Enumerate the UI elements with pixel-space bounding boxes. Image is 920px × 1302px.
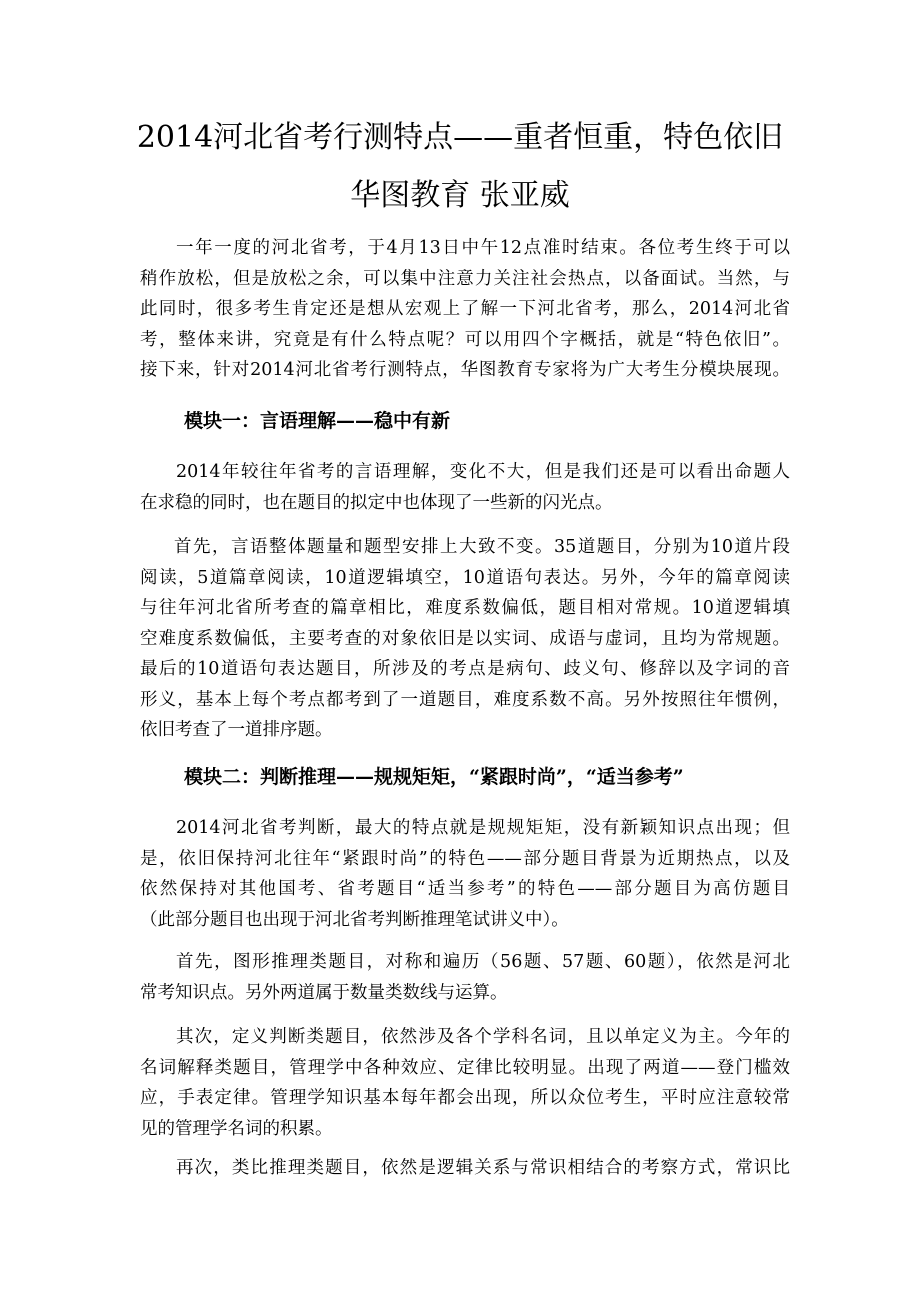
paragraph-line: 形义，基本上每个考点都考到了一道题目，难度系数不高。另外按照往年惯例， [140,689,790,710]
paragraph-line: 稍作放松，但是放松之余，可以集中注意力关注社会热点，以备面试。当然，与 [140,268,790,289]
paragraph-line: 依然保持对其他国考、省考题目“适当参考”的特色——部分题目为高仿题目 [140,879,790,899]
paragraph-line: 见的管理学名词的积累。 [140,1118,333,1139]
paragraph-line: 首先，言语整体题量和题型安排上大致不变。35道题目，分别为10道片段 [174,537,790,557]
paragraph-line: 2014年较往年省考的言语理解，变化不大，但是我们还是可以看出命题人 [176,462,790,482]
document-title: 2014河北省考行测特点——重者恒重，特色依旧 [136,120,784,155]
module2-paragraph-1 [140,813,790,935]
module2-paragraph-3 [140,1022,790,1144]
paragraph-line: 空难度系数偏低，主要考查的对象依旧是以实词、成语与虚词，且均为常规题。 [140,628,790,649]
module1-heading: 模块一：言语理解——稳中有新 [184,410,451,432]
paragraph-line: （此部分题目也出现于河北省考判断推理笔试讲义中）。 [140,909,569,930]
paragraph-line: 与往年河北省所考查的篇章相比，难度系数偏低，题目相对常规。10道逻辑填 [140,598,790,618]
module2-heading: 模块二：判断推理——规规矩矩，“紧跟时尚”，“适当参考” [184,766,684,788]
paragraph-line: 一年一度的河北省考，于4月13日中午12点准时结束。各位考生终于可以 [176,238,790,258]
document-author: 华图教育 张亚威 [350,178,570,213]
paragraph-line: 最后的10道语句表达题目，所涉及的考点是病句、歧义句、修辞以及字词的音 [140,659,790,679]
paragraph-line: 其次，定义判断类题目，依然涉及各个学科名词，且以单定义为主。今年的 [176,1027,790,1047]
paragraph-line: 依旧考查了一道排序题。 [140,720,333,740]
module2-paragraph-2 [140,947,790,1008]
paragraph-line: 常考知识点。另外两道属于数量类数线与运算。 [140,982,508,1003]
paragraph-line: 此同时，很多考生肯定还是想从宏观上了解一下河北省考，那么，2014河北省 [140,299,790,319]
paragraph-line: 应，手表定律。管理学知识基本每年都会出现，所以众位考生，平时应注意较常 [140,1088,790,1108]
paragraph-line: 在求稳的同时，也在题目的拟定中也体现了一些新的闪光点。 [140,492,613,513]
paragraph-line: 名词解释类题目，管理学中各种效应、定律比较明显。出现了两道——登门槛效 [140,1057,790,1078]
paragraph-line: 阅读，5道篇章阅读，10道逻辑填空，10道语句表达。另外，今年的篇章阅读 [140,567,790,588]
paragraph-line: 2014河北省考判断，最大的特点就是规规矩矩，没有新颖知识点出现；但 [176,818,790,838]
paragraph-line: 是，依旧保持河北往年“紧跟时尚”的特色——部分题目背景为近期热点，以及 [140,848,790,869]
module1-paragraph-2 [140,532,790,746]
module1-paragraph-1 [140,457,790,518]
module2-paragraph-4 [140,1153,790,1184]
paragraph-line: 接下来，针对2014河北省考行测特点，华图教育专家将为广大考生分模块展现。 [140,360,790,380]
paragraph-line: 考，整体来讲，究竟是有什么特点呢？可以用四个字概括，就是“特色依旧”。 [140,329,790,350]
intro-paragraph [140,233,790,386]
paragraph-line: 再次，类比推理类题目，依然是逻辑关系与常识相结合的考察方式，常识比 [176,1158,790,1178]
paragraph-line: 首先，图形推理类题目，对称和遍历（56题、57题、60题），依然是河北 [176,952,790,972]
